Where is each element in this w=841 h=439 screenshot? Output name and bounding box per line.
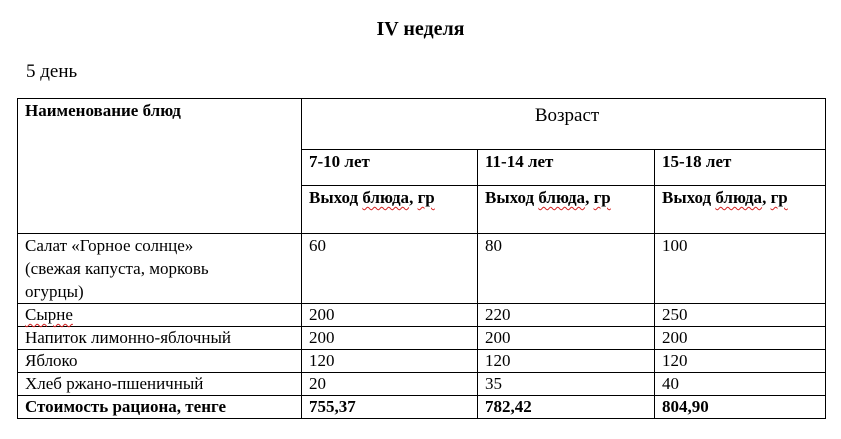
menu-table: [17, 98, 826, 419]
total-value: 755,37: [302, 396, 478, 419]
dish-value: 220: [478, 304, 655, 327]
dish-value: 200: [478, 327, 655, 350]
output-label-15-18: Выход блюда, гр: [655, 186, 826, 234]
table-row: [18, 327, 826, 350]
dish-value: 40: [655, 373, 826, 396]
day-title: 5 день: [26, 61, 78, 82]
age-group-11-14: 11-14 лет: [478, 150, 655, 186]
age-header: Возраст: [302, 99, 826, 150]
dish-value: 20: [302, 373, 478, 396]
table-row: [18, 234, 826, 304]
total-value: 804,90: [655, 396, 826, 419]
dish-value: 60: [302, 234, 478, 304]
dish-value: 120: [655, 350, 826, 373]
week-title: IV неделя: [376, 18, 465, 40]
dish-value: 35: [478, 373, 655, 396]
total-label: Стоимость рациона, тенге: [18, 396, 302, 419]
dish-name: Салат «Горное солнце» (свежая капуста, морковь огурцы): [18, 234, 302, 304]
dish-value: 250: [655, 304, 826, 327]
dish-value: 120: [302, 350, 478, 373]
total-value: 782,42: [478, 396, 655, 419]
output-label-11-14: Выход блюда, гр: [478, 186, 655, 234]
dish-value: 200: [302, 304, 478, 327]
dish-value: 200: [302, 327, 478, 350]
dish-name: Напиток лимонно-яблочный: [18, 327, 302, 350]
age-group-15-18: 15-18 лет: [655, 150, 826, 186]
age-group-7-10: 7-10 лет: [302, 150, 478, 186]
table-row: [18, 373, 826, 396]
header-row-age: [18, 99, 826, 150]
dish-value: 100: [655, 234, 826, 304]
table-row: [18, 304, 826, 327]
output-label-7-10: Выход блюда, гр: [302, 186, 478, 234]
dish-value: 120: [478, 350, 655, 373]
dish-value: 200: [655, 327, 826, 350]
dish-name: Хлеб ржано-пшеничный: [18, 373, 302, 396]
dish-name: Сырне: [18, 304, 302, 327]
dish-value: 80: [478, 234, 655, 304]
dish-name: Яблоко: [18, 350, 302, 373]
table-row: [18, 350, 826, 373]
dish-name-header: Наименование блюд: [18, 99, 302, 234]
total-row: [18, 396, 826, 419]
